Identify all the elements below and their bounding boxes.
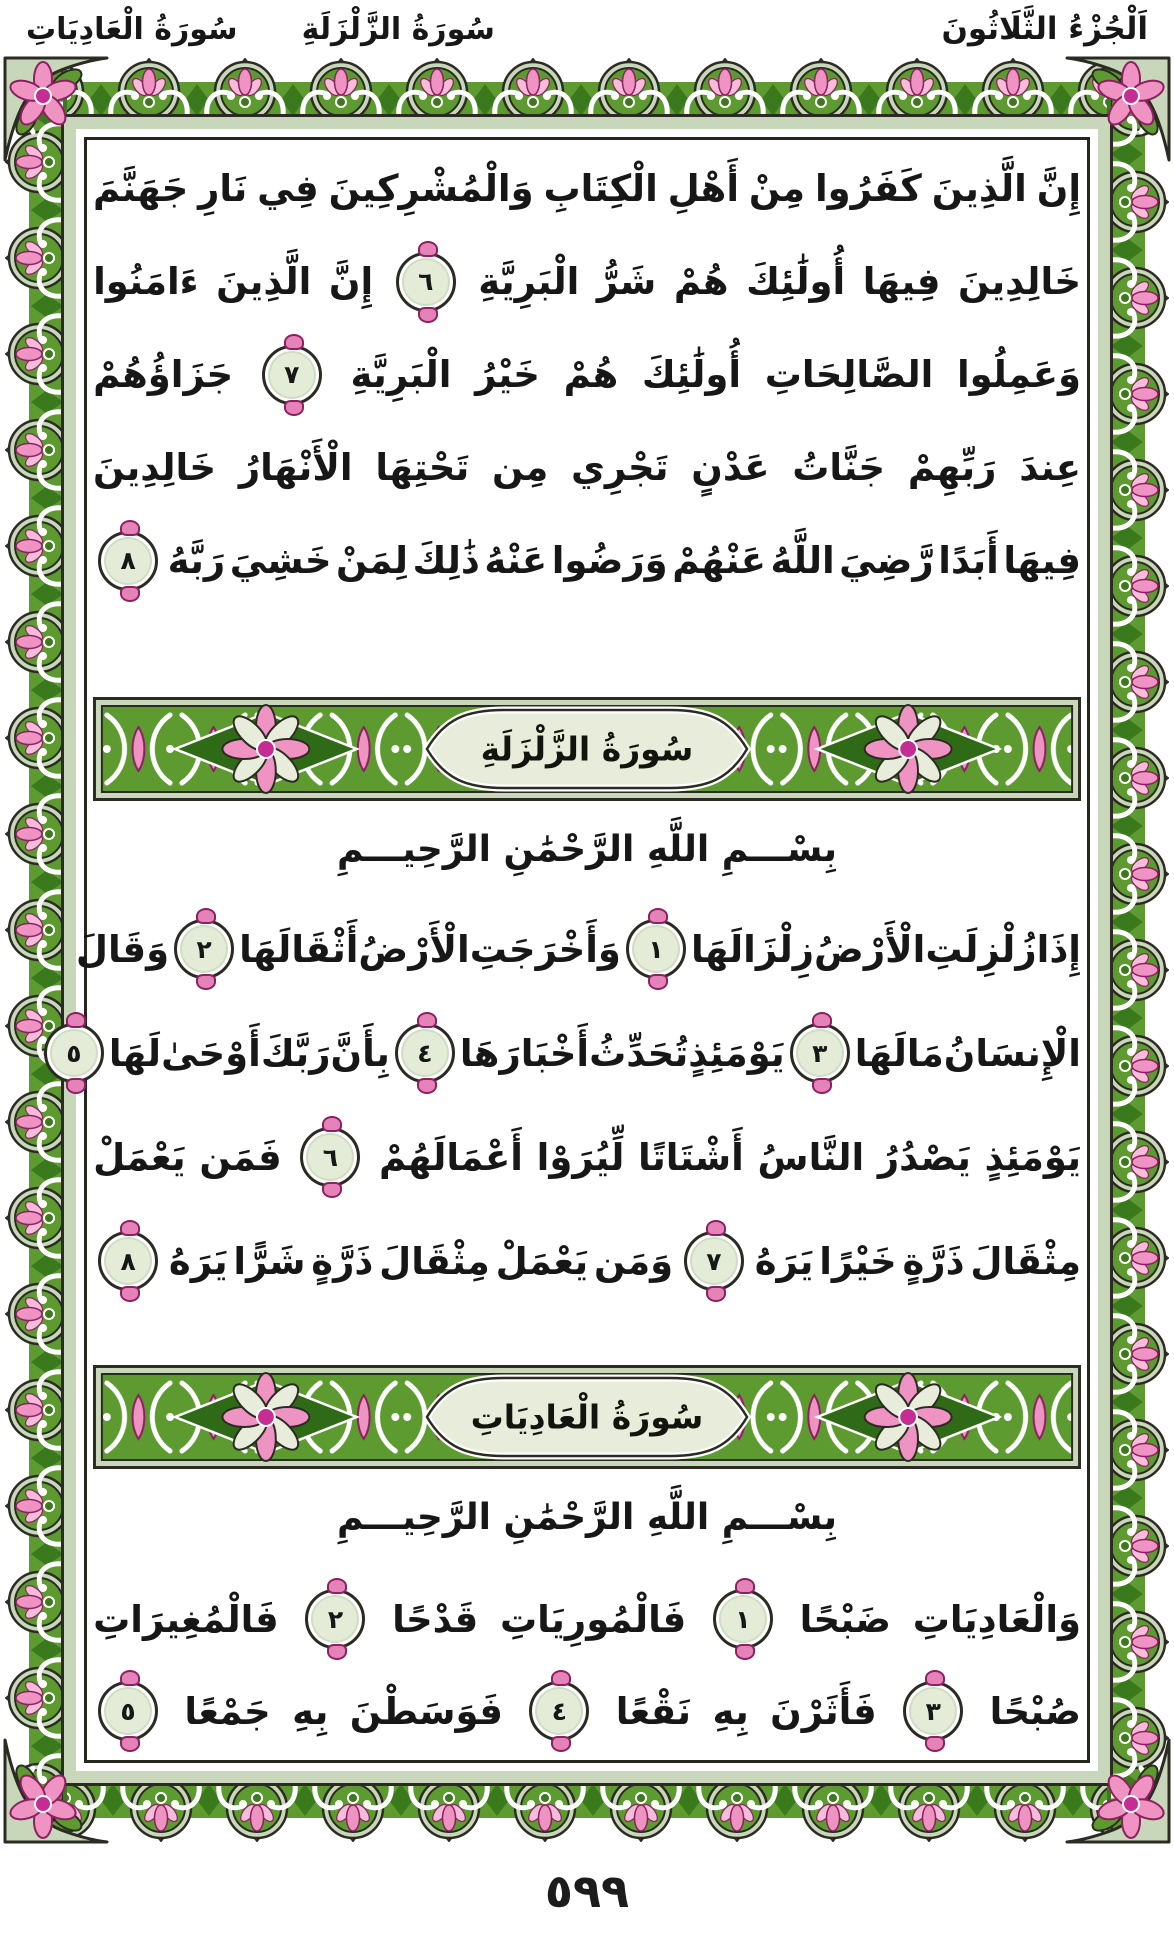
word: أَثْقَالَهَا [239, 927, 359, 971]
aya-marker: ١ [713, 1589, 773, 1649]
word: خَيْرًا [819, 1239, 897, 1283]
word: الْأَرْضُ [814, 927, 926, 971]
border-bottom-ornament [5, 1780, 1169, 1842]
surah-banner-adiyat [93, 1365, 1081, 1469]
aya-marker: ٢ [305, 1589, 365, 1649]
word: خَالِدِينَ [93, 446, 217, 489]
border-top-ornament [5, 58, 1169, 120]
word: خَالِدِينَ [957, 260, 1081, 303]
word: وَالْعَادِيَاتِ [912, 1597, 1081, 1641]
word: لِمَنْ [336, 539, 409, 582]
verse-line [93, 328, 1081, 421]
word: تُحَدِّثُ [589, 1031, 689, 1075]
word: جَمْعًا [184, 1689, 271, 1733]
word: خَشِيَ [229, 539, 332, 582]
word: الْإِنسَانُ [943, 1031, 1081, 1075]
word: ذَٰلِكَ [412, 539, 480, 582]
word: إِذَا [1036, 927, 1081, 971]
word: عِندَ [1019, 446, 1081, 489]
word: ذَرَّةٍ [311, 1239, 374, 1283]
verse-line [93, 421, 1081, 514]
word: يَعْمَلْ [93, 1135, 186, 1179]
verse-line [93, 142, 1081, 235]
word: جَزَاؤُهُمْ [93, 353, 234, 396]
word: أَعْمَالَهُمْ [379, 1135, 523, 1179]
word: الصَّالِحَاتِ [764, 353, 934, 396]
bismillah: بِسْـــمِ اللَّهِ الرَّحْمَٰنِ الرَّحِيـــمِ [336, 1496, 838, 1538]
word: عَنْهُمْ [672, 539, 767, 582]
word: لَهَا [854, 1031, 907, 1075]
word: صُبْحًا [989, 1689, 1081, 1733]
verse-line [93, 1665, 1081, 1757]
word: فَمَن [199, 1135, 282, 1179]
word: أَهْلِ [667, 167, 740, 210]
word: اللَّهُ [770, 539, 835, 582]
word: فِيهَا [1003, 539, 1081, 582]
word: لَهَا [108, 1031, 162, 1075]
verse-line [66, 1001, 1081, 1105]
verse-line [93, 1573, 1081, 1665]
aya-marker: ٨ [98, 1231, 158, 1291]
word: أَشْتَاتًا [638, 1135, 744, 1179]
word: زِلْزَالَهَا [690, 927, 815, 971]
decorative-frame [5, 58, 1169, 1842]
word: تَحْتِهَا [375, 446, 470, 489]
word: أَبَدًا [938, 539, 999, 582]
word: وَأَخْرَجَتِ [469, 927, 621, 971]
word: فَالْمُغِيرَاتِ [93, 1597, 279, 1641]
header-surah-adiyat: سُورَةُ الْعَادِيَاتِ [26, 11, 238, 47]
word: مِثْقَالَ [970, 1239, 1081, 1283]
text-area [66, 137, 1090, 1763]
word: يَعْمَلْ [495, 1239, 589, 1283]
word: بِهِ [292, 1689, 329, 1733]
word: ضَبْحًا [799, 1597, 892, 1641]
word: وَعَمِلُوا [956, 353, 1081, 396]
aya-marker: ٣ [790, 1023, 850, 1083]
aya-marker: ٦ [396, 252, 456, 312]
word: فِي [257, 167, 319, 210]
word: هُمْ [673, 260, 729, 303]
word: قَدْحًا [392, 1597, 479, 1641]
word: فَأَثَرْنَ [770, 1689, 877, 1733]
word: بِهِ [712, 1689, 749, 1733]
aya-marker: ٥ [44, 1023, 104, 1083]
word: كَفَرُوا [814, 167, 922, 210]
juz-title: اَلْجُزْءُ الثَّلَاثُونَ [941, 11, 1148, 47]
word: بِأَنَّ [330, 1031, 390, 1075]
word: يَرَهُ [754, 1239, 814, 1283]
word: رَبِّهِمْ [907, 446, 997, 489]
bismillah: بِسْـــمِ اللَّهِ الرَّحْمَٰنِ الرَّحِيـــمِ [336, 828, 838, 870]
word: لِّيُرَوْا [536, 1135, 625, 1179]
word: تَجْرِي [571, 446, 669, 489]
quran-text [66, 140, 1081, 1757]
word: خَيْرُ [475, 353, 540, 396]
aya-marker: ٣ [903, 1681, 963, 1741]
verses-bayyinah-end [93, 142, 1081, 607]
aya-marker: ٧ [684, 1231, 744, 1291]
word: مِنْ [748, 167, 806, 210]
aya-marker: ١ [626, 919, 686, 979]
word: الْبَرِيَّةِ [478, 260, 580, 303]
word: يَوْمَئِذٍ [688, 1031, 785, 1075]
verse-line [93, 235, 1081, 328]
aya-marker: ٢ [174, 919, 234, 979]
word: هُمْ [563, 353, 619, 396]
aya-marker: ٤ [529, 1681, 589, 1741]
word: أُولَٰئِكَ [641, 353, 742, 396]
word: مَا [906, 1031, 944, 1075]
word: ءَامَنُوا [93, 260, 199, 303]
word: مِن [492, 446, 549, 489]
word: شَرًّا [233, 1239, 306, 1283]
border-left-ornament [5, 58, 67, 1842]
word: عَدْنٍ [691, 446, 770, 489]
word: الْبَرِيَّةِ [350, 353, 452, 396]
aya-marker: ٤ [395, 1023, 455, 1083]
word: أَوْحَىٰ [161, 1031, 261, 1075]
aya-marker: ٦ [300, 1127, 360, 1187]
word: رَبَّهُ [167, 539, 226, 582]
verse-line [93, 1105, 1081, 1209]
word: الَّذِينَ [216, 260, 312, 303]
word: يَرَهُ [168, 1239, 228, 1283]
word: أَخْبَارَهَا [459, 1031, 590, 1075]
verses-zalzalah [66, 897, 1081, 1313]
word: الَّذِينَ [931, 167, 1027, 210]
page-header [26, 2, 1148, 56]
word: إِنَّ [328, 260, 374, 303]
word: وَالْمُشْرِكِينَ [328, 167, 534, 210]
word: مِثْقَالَ [379, 1239, 490, 1283]
surah-banner-title: سُورَةُ الزَّلْزَلَةِ [480, 729, 694, 769]
word: وَقَالَ [75, 927, 170, 971]
header-surah-zalzalah: سُورَةُ الزَّلْزَلَةِ [301, 11, 495, 47]
word: جَهَنَّمَ [93, 167, 189, 210]
word: رَّضِيَ [839, 539, 934, 582]
word: أُولَٰئِكَ [746, 260, 846, 303]
word: وَمَن [593, 1239, 674, 1283]
surah-banner-zalzalah [93, 697, 1081, 801]
aya-marker: ٥ [98, 1681, 158, 1741]
verse-line [93, 514, 1081, 607]
word: نَارِ [198, 167, 248, 210]
header-surah-titles [26, 12, 495, 47]
word: الْأَنْهَارُ [238, 446, 353, 489]
word: ذَرَّةٍ [902, 1239, 965, 1283]
word: زُلْزِلَتِ [925, 927, 1037, 971]
word: عَنْهُ [484, 539, 548, 582]
verses-adiyat [93, 1573, 1081, 1757]
word: الْأَرْضُ [358, 927, 470, 971]
word: فِيهَا [862, 260, 941, 303]
verse-line [75, 897, 1081, 1001]
word: نَقْعًا [615, 1689, 692, 1733]
word: يَصْدُرُ [877, 1135, 971, 1179]
page-number: ٥٩٩ [544, 1864, 630, 1918]
word: إِنَّ [1036, 167, 1081, 210]
word: شَرُّ [596, 260, 657, 303]
word: الْكِتَابِ [543, 167, 658, 210]
word: فَوَسَطْنَ [349, 1689, 503, 1733]
word: وَرَضُوا [551, 539, 668, 582]
aya-marker: ٧ [262, 345, 322, 405]
aya-marker: ٨ [98, 531, 158, 591]
border-right-ornament [1107, 58, 1169, 1842]
verse-line [93, 1209, 1081, 1313]
word: فَالْمُورِيَاتِ [499, 1597, 687, 1641]
surah-banner-title: سُورَةُ الْعَادِيَاتِ [470, 1397, 704, 1437]
word: جَنَّاتُ [792, 446, 886, 489]
word: يَوْمَئِذٍ [984, 1135, 1081, 1179]
word: رَبَّكَ [260, 1031, 331, 1075]
word: النَّاسُ [757, 1135, 865, 1179]
